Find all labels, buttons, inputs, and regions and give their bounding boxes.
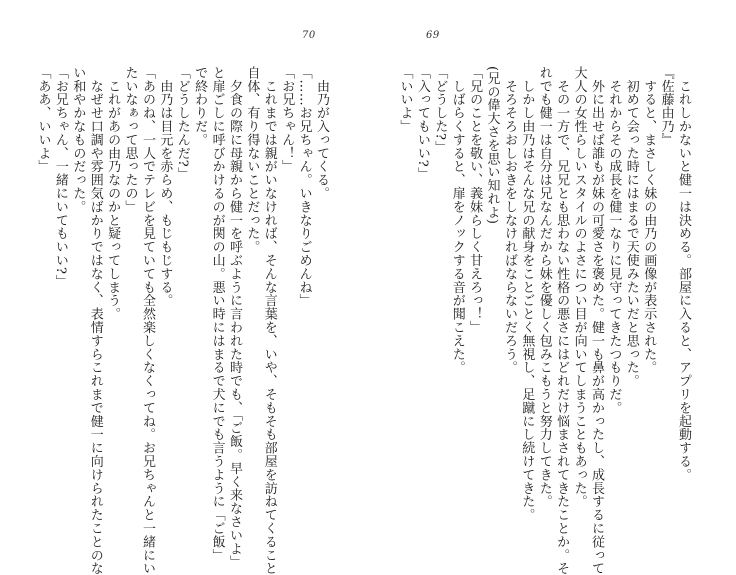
text-line: 由乃は目元を赤らめ、もじもじする。 [157,66,173,308]
text-line: 自体、有り得ないことだった。 [244,66,260,254]
page-gutter [367,0,368,526]
text-line: これしかないと健一は決める。部屋に入ると、アプリを起動する。 [676,66,691,482]
text-line: 「あのね、一人でテレビを見ていても全然楽しくなくってね。お兄ちゃんと一緒にい [139,66,155,575]
text-line: 「ああ、いいよ」 [35,66,51,174]
text-line: その一方で、兄兄とも思わない性格の悪さにはどれだけ悩まされてきたことか。そ [554,66,570,575]
text-line: 「いいよ」 [397,66,413,133]
text-line: 大人の女性らしいスタイルのよさについ目が向いてしまうこともあった。 [571,66,587,509]
text-line: 初めて会った時にはまるで天使みたいだと思った。 [623,66,639,388]
text-line: 「……お兄ちゃん。いきなりごめんね」 [296,66,312,308]
text-line: 外に出せば誰もが妹の可愛さを褒めた。健一も鼻が高かったし、成長するに従って [588,66,604,575]
text-line: (兄の偉大さを思い知れよ) [484,66,500,225]
text-line: たいなぁって思ったの」 [122,66,138,214]
right-page-text [397,66,692,575]
text-line: 「入ってもいい?」 [414,66,430,181]
text-line: 「どうした?」 [432,66,448,154]
text-line: そろそろおしおきをしなければならないだろう。 [501,66,517,375]
text-line: これまでは親がいなければ、そんな言葉を、いや、そもそも部屋を訪ねてくること [261,66,277,575]
text-line: で終わりだ。 [192,66,208,147]
left-page-text [35,66,330,575]
text-line: 「兄のことを敬い、義妹らしく甘えろっ！」 [467,66,483,334]
text-line: しばらくすると、扉をノックする音が聞こえた。 [449,66,465,375]
page-number-right: 69 [426,30,440,41]
text-line: 「どうしたんだ?」 [174,66,190,181]
text-line: それからその成長を健一なりに見守ってきたつもりだ。 [606,66,622,415]
text-line: 夕食の際に母親から健一を呼ぶように言われた時でも、「ご飯。早く来なさいよ」 [226,66,242,569]
text-line: 『佐藤由乃』 [658,66,674,147]
text-line: と扉ごしに呼びかけるのが関の山。悪い時にはまるで犬にでも言うように「ご飯」 [209,66,225,562]
text-line: なぜせ口調や雰囲気ばかりではなく、表情すらこれまで健一に向けられたことのな [87,66,103,575]
text-line: い和やかなものだった。 [70,66,86,214]
text-line: これがあの由乃なのかと疑ってしまう。 [105,66,121,321]
text-line: れでも健一は自分は兄なんだから妹を優しく包みこもうと努力してきた。 [536,66,552,509]
text-line: 「お兄ちゃん！」 [279,66,295,174]
text-line: すると、まさしく妹の由乃の画像が表示された。 [641,66,657,375]
text-line: 由乃が入ってくる。 [314,66,329,200]
text-line: しかし由乃はそんな兄の献身をことごとく無視し、足蹴にし続けてきた。 [519,66,535,522]
page-number-left: 70 [302,30,316,41]
text-line: 「お兄ちゃん、一緒にいてもいい?」 [52,66,68,288]
